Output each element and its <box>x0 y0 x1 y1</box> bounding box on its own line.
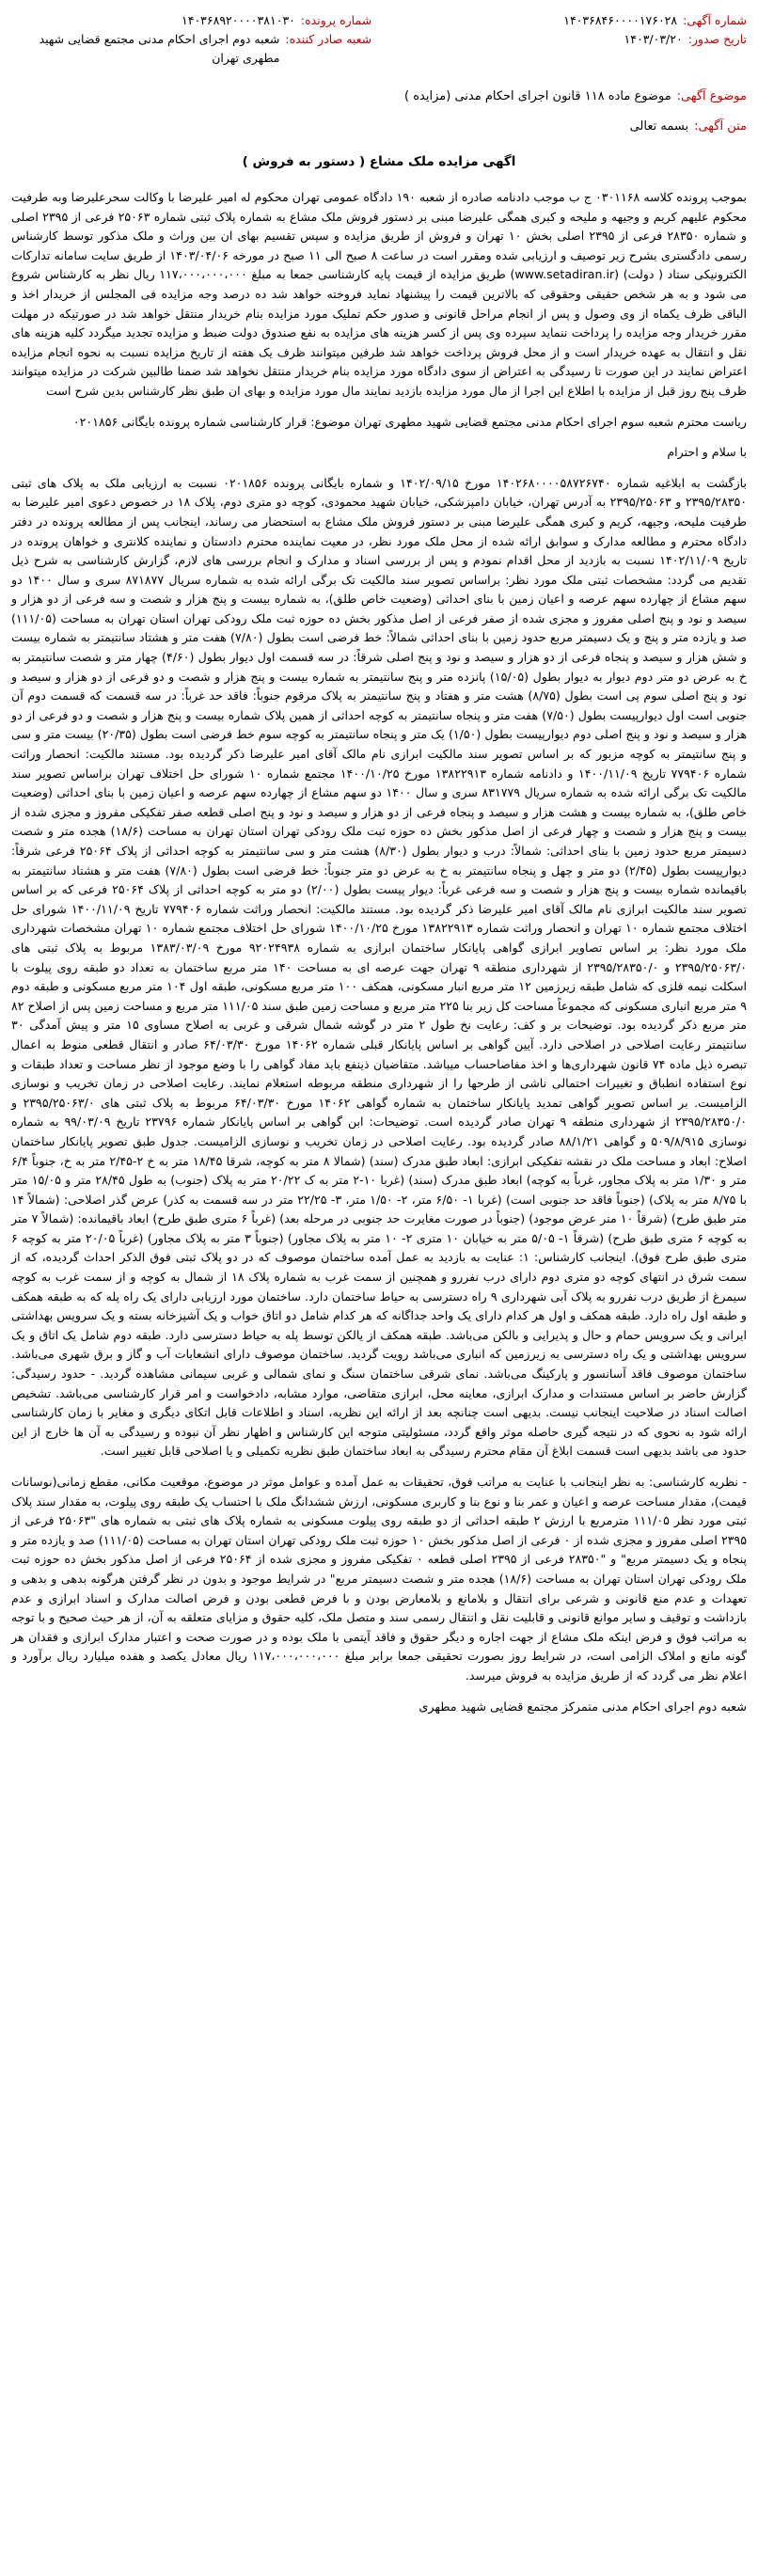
file-number: ۱۴۰۳۶۸۹۲۰۰۰۰۳۸۱۰۳۰ <box>182 13 295 27</box>
issuing-branch: شعبه دوم اجرای احکام مدنی مجتمع قضایی شهید مطهری تهران <box>39 32 280 65</box>
header-left-column <box>11 11 371 68</box>
expert-opinion-paragraph: - نظریه کارشناسی: به نظر اینجانب با عنایت به مراتب فوق، تحقیقات به عمل آمده و عوامل موثر در موضوع، موقعیت مکانی، مقطع زمانی(نوسانات قیمت)، مقدار مساحت عرصه و اعیان و عمر بنا و نوع بنا و کاربری مسکونی، ارزش ششدانگ ملک با احتساب یک طبقه روی پیلوت، به مقدار سند پلاک ثبتی مورد نظر ۱۱۱/۰۵ مترمربع با ارزش ۲ طبقه احداثی از دو طبقه روی پیلوت مسکونی به شماره پلاک های ثبتی به شماره های "۲۵۰۶۳ فرعی از ۲۳۹۵ اصلی مفروز و مجزی شده از ۰ فرعی از اصل مذکور بخش ۱۰ حوزه ثبت ملک رودکی تهران استان تهران به مساحت (۱۱۱/۰۵) صد و یازده متر و پنجاه و یک دسیمتر مربع" و "۲۸۳۵۰ فرعی از ۲۳۹۵ اصلی قطعه ۰ تفکیکی مفروز و مجزی شده از ۲۵۰۶۴ فرعی از اصل مذکور بخش ده حوزه ثبت ملک رودکی تهران استان تهران به مساحت (۱۸/۶) هجده متر و شصت دسیمتر مربع" در شرایط موجود و بدون در نظر گرفتن هرگونه بدهی و بدهی و تعهدات و عدم منع قانونی و شرعی برای انتقال و بلامانع و بلامعارض بودن و با فرض قطعی بودن و فرض اصالت مدارک و اسناد ابرازی و عدم بازداشت و توقیف و سایر موانع قانونی و قابلیت نقل و انتقال رسمی سند و متصل ملک، کلیه حقوق و مزایای متعلقه به آن، از هر حیث صحیح و با توجه به مراتب فوق و فرض اینکه ملک مشاع از جهت اجاره و دیگر حقوق و فاقد آیتمی با ملک بوده و در صورت صحت و اعتبار مدارک ابرازی و فقدان هر گونه مانع و املاک الزامی است، در شرایط روز بصورت تحقیقی جمعا برابر مبلغ ۱۱۷،۰۰۰،۰۰۰،۰۰۰ ریال معادل یکصد و هفده میلیارد ریال برآورد و اعلام نظر می گردد که از طریق مزایده به فروش میرسد. <box>11 1475 748 1683</box>
ad-number-row <box>387 11 747 30</box>
issuing-branch-row <box>11 30 371 68</box>
issue-date-label: تاریخ صدور: <box>687 32 747 46</box>
notice-meta <box>11 87 747 137</box>
header-right-column <box>387 11 747 68</box>
notice-page <box>11 11 747 1717</box>
auction-title: اگهی مزایده ملک مشاع ( دستور به فروش ) <box>242 154 516 169</box>
issue-date: ۱۴۰۳/۰۳/۲۰ <box>624 32 683 46</box>
file-number-row <box>11 11 371 30</box>
topic-label: موضوع آگهی: <box>676 89 747 103</box>
expert-report-paragraph: بازگشت به ابلاغیه شماره ۱۴۰۲۶۸۰۰۰۰۵۸۷۲۶۷۴۰ مورخ ۱۴۰۲/۰۹/۱۵ و شماره بایگانی پرونده ۰۲۰۱۸۵۶ نسبت به ارزیابی ملک به پلاک های ثبتی ۲۳۹۵/۲۸۳۵۰ و ۲۳۹۵/۲۵۰۶۳ به آدرس تهران، خیابان دامپزشکی، خیابان شهید محمودی، کوچه دو متری دوم، پلاک ۱۸ در خصوص دعوی امیر علیرضا به طرفیت ملیحه، وجیهه، کریم و کبری همگی علیرضا مبنی بر دستور فروش ملک مشاع به استحضار می رساند، اینجانب پس از مطالعه پرونده در دفتر دادگاه محترم و مطالعه مدارک و سوابق ارائه شده از محل ملک مورد نظر، در معیت نماینده محترم دادستان و نماینده کلانتری و خواهان پرونده در تاریخ ۱۴۰۲/۱۱/۰۹ نسبت به بازدید از محل اقدام نمودم و پس از بررسی اسناد و مدارک و انجام بررسی های لازم، گزارش کارشناسی به شرح ذیل تقدیم می گردد: مشخصات ثبتی ملک مورد نظر: براساس تصویر سند مالکیت تک برگی ارائه شده به شماره سریال ۸۷۱۸۷۷ سری و سال ۱۴۰۰ دو سهم مشاع از چهارده سهم عرصه و اعیان زمین با بنای احداثی (وضعیت خاص طلق)، به شماره بیست و پنج هزار و شصت و سه فرعی از دو هزار و سیصد و نود و پنج اصلی مفروز و مجزی شده از صفر فرعی از اصل مذکور بخش ده حوزه ثبت ملک رودکی تهران استان تهران به مساحت (۱۱۱/۰۵) صد و یازده متر و پنج و یک دسیمتر مربع حدود زمین با بنای احداثی شمالاً: خط فرضی است بطول (۷/۸۰) هفت متر و هشتاد سانتیمتر به شماره بیست و شش هزار و سیصد و پنجاه فرعی از دو هزار و سیصد و نود و پنج اصلی شرقاً: در سه قسمت اول دیوار بطول (۴/۶۰) چهار متر و شصت سانتیمتر به خ به عرض دو متر دوم دیوار به دیوار بطول (۱۵/۰۵) پانزده متر و پنج سانتیمتر به شماره بیست و پنج هزار و شصت و دو فرعی از دو هزار و سیصد و نود و پنج اصلی سوم پی است بطول (۸/۷۵) هشت متر و هفتاد و پنج سانتیمتر به پلاک مرقوم جنوباً: فاقد حد غرباً: در سه قسمت که قسمت دوم آن جنوبی است اول دیوارپیست بطول (۷/۵۰) هفت متر و پنجاه سانتیمتر به کوچه احداثی از همین پلاک شماره بیست و پنج هزار و شصت و دو فرعی از دو هزار و سیصد و نود و پنج اصلی دوم دیوارپیست بطول (۱/۵۰) یک متر و پنجاه سانتیمتر به کوچه سوم خط فرضی است بطول (۲۰/۳۵) بیست متر و سی و پنج سانتیمتر به کوچه مزبور که بر اساس تصویر سند مالکیت ابرازی نام مالک آقای امیر علیرضا ذکر گردیده بود. مستند مالکیت: انحصار وراثت شماره ۷۷۹۴۰۶ تاریخ ۱۴۰۰/۱۱/۰۹ و دادنامه شماره ۱۳۸۲۲۹۱۳ مورخ ۱۴۰۰/۱۰/۲۵ مجتمع شماره ۱۰ شورای حل اختلاف تهران براساس تصویر سند مالکیت تک برگی ارائه شده به شماره سریال ۸۳۱۷۷۹ سری و سال ۱۴۰۰ دو سهم مشاع از چهارده سهم عرصه و اعیان زمین با بنای احداثی (وضعیت خاص طلق)، به شماره بیست و هشت هزار و سیصد و پنجاه فرعی از دو هزار و سیصد و نود و پنج اصلی قطعه صفر تفکیکی مفروز و مجزی شده از بیست و پنج هزار و شصت و چهار فرعی از اصل مذکور بخش ده حوزه ثبت ملک رودکی تهران استان تهران به مساحت (۱۸/۶) هجده متر و شصت دسیمتر مربع حدود زمین با بنای احداثی: شمالاً: درب و دیوار بطول (۸/۳۰) هشت متر و سی سانتیمتر به کوچه احداثی از پلاک ۲۵۰۶۴ فرعی شرقاً: دیوارپیست بطول (۲/۴۵) دو متر و چهل و پنجاه سانتیمتر به خ به عرض دو متر جنوباً: خط فرضی است بطول (۷/۸۰) هفت متر و هشتاد سانتیمتر به باقیمانده شماره بیست و پنج هزار و شصت و سه فرعی غرباً: دیوار پیست بطول (۲/۰۰) دو متر به کوچه احداثی از پلاک ۲۵۰۶۴ فرعی که بر اساس تصویر سند مالکیت ابرازی نام مالک آقای امیر علیرضا ذکر گردیده بود. مستند مالکیت: انحصار وراثت شماره ۷۷۹۴۰۶ تاریخ ۱۴۰۰/۱۱/۰۹ شورای حل اختلاف مجتمع شماره ۱۰ تهران و انحصار وراثت شماره ۱۳۸۲۲۹۱۳ مورخ ۱۴۰۰/۱۰/۲۵ شورای حل اختلاف مجتمع شماره ۱۰ تهران مشخصات شهرداری ملک مورد نظر: بر اساس تصاویر ابرازی گواهی پایانکار ساختمان ابرازی به شماره ۹۲۰۲۴۹۳۸ مورخ ۱۳۸۳/۰۳/۰۹ مربوط به پلاک ثبتی های ۲۳۹۵/۲۵۰۶۳/۰ و ۲۳۹۵/۲۸۳۵۰/۰ از شهرداری منطقه ۹ تهران جهت عرصه ای به مساحت ۱۴۰ متر مربع ساختمان به تعداد دو طبقه روی پیلوت با اسکلت نیمه فلزی که شامل طبقه زیرزمین ۱۲ متر مربع انبار مسکونی، همکف ۱۰۰ متر مربع مسکونی، طبقه اول ۱۰۴ متر مربع مسکونی و طبقه دوم ۹ متر مربع انباری مسکونی که مجموعاً مساحت کل زیر بنا ۲۲۵ متر مربع و مساحت زمین طبق سند ۱۱۱/۰۵ متر مربع و مساحت زمین پس از اصلاح ۸۲ متر مربع ذکر گردیده بود. توضیحات بر و کف: رعایت نخ طول ۲ متر در گوشه شمال شرقی و غربی به اصلاح مساوی ۱۵ متر و پیش آمدگی ۳۰ سانتیمتر رعایت اصلاحی در اصلاحی دارد. آیین گواهی بر اساس پایانکار قبلی شماره ۱۴۰۶۲ مورخ ۶۴/۰۳/۳۰ صادر و انتقال قطعی منوط به اعمال تبصره ذیل ماده ۷۴ قانون شهرداری‌ها و اخذ مفاصاحساب میباشد. متقاضیان ذینفع باید مفاد گواهی را با وضع موجود از نظر مساحت و تعداد طبقات و نوع استفاده انطباق و تغییرات احتمالی ناشی از طرحها را از شهرداری منطقه مربوطه استعلام نمایند. رعایت اصلاحی در زمان تخریب و نوسازی الزامیست. بر اساس تصویر گواهی تمدید پایانکار ساختمان به شماره گواهی ۱۴۰۶۲ مورخ ۶۴/۰۳/۳۰ مربوط به پلاک ثبتی های ۲۳۹۵/۲۵۰۶۳/۰ و ۲۳۹۵/۲۸۳۵۰/۰ از شهرداری منطقه ۹ تهران صادر گردیده است. توضیحات: ابن گواهی بر اساس پایانکار شماره ۲۳۷۹۶ تاریخ ۹۹/۰۳/۰۹ به شماره نوسازی ۵۰۹/۸/۹۱۵ و گواهی ۸۸/۱/۲۱ صادر گردیده بود. رعایت اصلاحی در زمان تخریب و نوسازی الزامیست. جدول طبق تصویر پایانکار ساختمان اصلاح: ابعاد و مساحت ملک در نقشه تفکیکی ابرازی: ابعاد طبق مدرک (سند) (شمالا ۸ متر به کوچه، شرقا ۱۸/۴۵ متر به خ ۲-۲/۴۵ متر به خ، جنوباً ۶/۴ متر و ۱/۳۰ متر به پلاک مجاور، غرباً به کوچه) ابعاد طبق مدرک (سند) (غربا ۱۰-۲ متر به ک ۲۰/۲۲ متر به پلاک (جنوب) به طول ۲۸/۴۵ متر و ۱۵/۰۵ متر با ۸/۷۵ متر به پلاک) (جنوباً فاقد حد جنوبی است) (غربا ۱- ۶/۵۰ متر، ۲- ۱/۵۰ متر، ۳- ۲۲/۲۵ متر در سه قسمت به کذر) عرض گذر اصلاحی: (شمالاً ۱۴ متر طبق طرح) (شرقاً ۱۰ متر عرض موجود) (جنوباً در صورت مغایرت حد جنوبی در مرحله بعد) (غرباً ۶ متری طبق طرح) ابعاد باقیمانده: (شمالاً ۷ متر به کوچه ۶ متری طبق طرح) (شرقاً ۱- ۵/۰۵ متر به خیابان ۱۰ متری ۲- ۱۰ متر به پلاک مجاور) (جنوباً ۳ متر به پلاک مجاور) (غرباً ۲۰/۰۵ متر به کوچه ۶ متری طبق طرح فوق). اینجانب کارشناس: ۱: عنایت به بازدید به عمل آمده ساختمان موصوف که در دو پلاک ثبتی فوق الذکر احداث گردیده، که از سمت شرق در انتهای کوچه دو متری دوم دارای درب نفررو و همچنین از سمت غرب به شماره پلاک ۱۸ از شمال به کوچه و از سمت غرب به کوچه سیمرغ از طریق درب نفررو به پلاک آبی شهرداری ۹ راه دسترسی به حیاط ساختمان دارد. ساختمان مورد ارزیابی دارای یک راه پله که به طبقه همکف و طبقه اول راه دارد. طبقه همکف و اول هر کدام دارای یک واحد جداگانه که هر کدام شامل دو اتاق خواب و یک آشپزخانه بسته و یک سرویس بهداشتی ایرانی و یک سرویس حمام و حال و پذیرایی و بالکن می‌باشد. طبقه همکف از یالکن توسط پله به حیاط دسترسی دارد. طبقه دوم شامل یک اتاق و یک سرویس بهداشتی و یک راه دسترسی به زیرزمین که انباری می‌باشد رویت گردید. ساختمان موصوف دارای انشعابات آب و گاز و برق شهری می‌باشد. ساختمان موصوف فاقد آسانسور و پارکینگ می‌باشد. نمای شرقی ساختمان سنگ و نمای شمالی و غربی سیمانی مشاهده گردید. - حدود رسیدگی: گزارش حاضر بر اساس مستندات و مدارک ابرازی، معاینه محل، ابرازی متقاضی، موارد مشابه، دادخواست و امر قرار کارشناسی می‌باشد. تشخیص اصالت اسناد در صلاحیت اینجانب نیست. بدیهی است چنانچه بعد از ارائه این نظریه، اسناد و اطلاعات قابل اتکای دیگری و مغایر با زمان کارشناسی ارائه شود به نحوی که در نتیجه گیری حاصله موثر واقع گردد، مسئولیتی متوجه این کارشناس و اظهار نظر آن نبوده و رسیدگی به آن ها خارج از این حدود می باشد بدیهی است قسمت ابلاغ آن مقام محترم رسیدگی به ابعاد ساختمان طبق نظریه تکمیلی و یا اصلاحی قابل تغییر است. <box>11 475 748 1459</box>
issuing-branch-label: شعبه صادر کننده: <box>285 32 372 46</box>
ad-text-label: متن آگهی: <box>694 119 747 134</box>
signature: شعبه دوم اجرای احکام مدنی متمرکز مجتمع قضایی شهید مطهری <box>418 1699 747 1715</box>
topic: موضوع ماده ۱۱۸ قانون اجرای احکام مدنی (مزایده ) <box>404 89 671 103</box>
ad-text-opening: بسمه تعالی <box>629 119 689 134</box>
greeting: با سلام و احترام <box>667 445 747 460</box>
issue-date-row <box>387 30 747 49</box>
file-number-label: شماره پرونده: <box>300 13 372 27</box>
expert-addressee: ریاست محترم شعبه سوم اجرای احکام مدنی مجتمع قضایی شهید مطهری تهران موضوع: قرار کارشناسی شماره پرونده بایگانی ۰۲۰۱۸۵۶ <box>72 414 747 429</box>
ad-number: ۱۴۰۳۶۸۴۶۰۰۰۰۱۷۶۰۲۸ <box>563 13 678 27</box>
topic-row <box>11 87 747 107</box>
auction-paragraph: بموجب پرونده کلاسه ۰۳۰۱۱۶۸ ج ب موجب دادنامه صادره از شعبه ۱۹۰ دادگاه عمومی تهران محکوم له امیر علیرضا با وکالت سحرعلیرضا وبه طرفیت محکوم علیهم کریم و وجیهه و ملیحه و کبری همگی علیرضا مبنی بر دستور فروش ملک مشاع به شماره پلاک ثبتی شماره ۲۵۰۶۳ فرعی از ۲۳۹۵ اصلی و شماره ۲۸۳۵۰ فرعی از ۲۳۹۵ اصلی بخش ۱۰ تهران و فروش از طریق مزایده و سپس تقسیم بهای ان بین وراث و ملک مذکور توسط کارشناس رسمی دادگستری بشرح زیر توصیف و ارزیابی شده ومقرر است در ساعت ۸ صبح الی ۱۱ صبح در مورخه ۱۴۰۳/۰۴/۰۶ از طریق سایت سامانه تدارکات الکترونیکی ستاد ( دولت) (www.setadiran.ir) طریق مزایده از قیمت پایه کارشناسی جمعا به مبلغ ۱۱۷،۰۰۰،۰۰۰،۰۰۰ ریال نظر به کارشناس شروع می شود و به هر شخص حقیقی وحقوقی که بالاترین قیمت را پیشنهاد نماید فروخته خواهد شد ده درصد وجه مزایده فی المجلس از خریدار اخذ و الباقی ظرف یکماه از وی وصول و پس از انجام مراحل قانونی و صدور حکم تملیک مورد مزایده بنام خریدار منتقل خواهد شد در صورتیکه در مهلت مقرر خریدار وجه مزایده را پرداخت ننماید سپرده وی پس از کسر هزینه های مزایده به نفع صندوق دولت ضبط و مزایده تجدید میگردد کلیه هزینه های نقل و انتقال به عهده خریدار است و از محل فروش پرداخت خواهد شد طرفین میتوانند ظرف یک هفته از تاریخ مزایده نسبت به نحوه انجام مزایده اعتراض نمایند در این صورت تا رسیدگی به اعتراض از سوی دادگاه مورد مزایده بنام خریدار منتقل نخواهد شد ضمنا طالبین شرکت در مزایده میتوانند ظرف پنج روز قبل از مزایده با اطلاع این اجرا از مال مورد مزایده بازدید نمایند مال مورد مزایده و بهای ان طبق نظر کارشناس بدین شرح است <box>11 190 747 398</box>
notice-header <box>11 11 747 68</box>
ad-text-row <box>11 117 747 137</box>
ad-number-label: شماره آگهی: <box>683 13 747 27</box>
